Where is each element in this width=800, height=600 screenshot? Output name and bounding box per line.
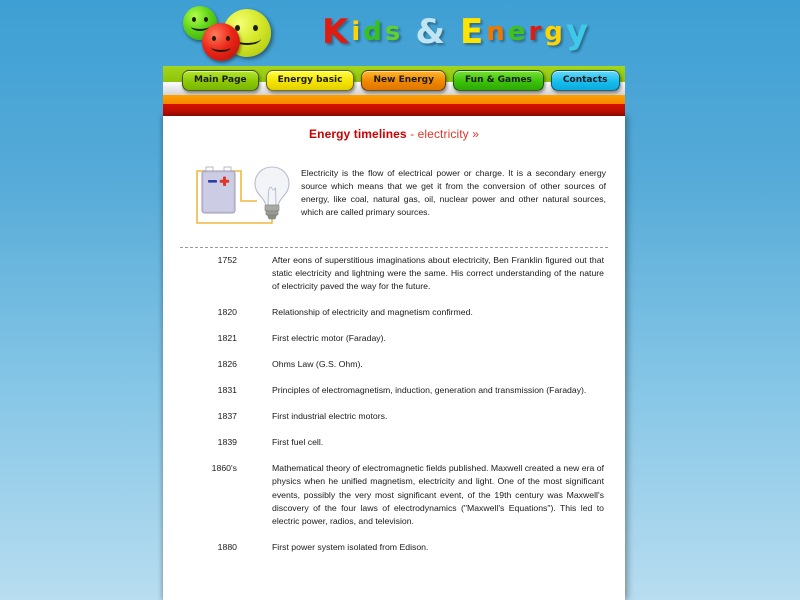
intro-section bbox=[180, 155, 608, 235]
wordmark-letter: g bbox=[544, 17, 564, 47]
timeline-row-spacer bbox=[180, 371, 608, 384]
timeline-row-spacer bbox=[180, 293, 608, 306]
site-banner bbox=[163, 0, 625, 64]
smiley-eye bbox=[226, 36, 230, 41]
content-panel bbox=[163, 116, 625, 600]
timeline-description: Principles of electromagnetism, induction, generation and transmission (Faraday). bbox=[272, 385, 587, 396]
smiley-eye bbox=[253, 25, 258, 31]
wordmark-letter: & bbox=[415, 12, 447, 52]
timeline-row-spacer bbox=[180, 345, 608, 358]
timeline-row-spacer bbox=[180, 449, 608, 462]
timeline-year: 1821 bbox=[217, 333, 237, 344]
timeline-row bbox=[180, 410, 608, 423]
site-wordmark bbox=[321, 7, 590, 57]
timeline-description: First fuel cell. bbox=[272, 437, 324, 448]
timeline-description: Relationship of electricity and magnetism confirmed. bbox=[272, 307, 473, 318]
nav-button-contacts[interactable]: Contacts bbox=[551, 70, 620, 91]
battery-bulb-illustration bbox=[189, 155, 294, 235]
timeline-row bbox=[180, 306, 608, 319]
main-navigation-bar bbox=[163, 66, 625, 116]
timeline-year: 1820 bbox=[217, 307, 237, 318]
timeline-year: 1831 bbox=[217, 385, 237, 396]
wordmark-letter: K bbox=[322, 12, 350, 52]
circuit-diagram-svg bbox=[189, 155, 294, 235]
timeline-description: First industrial electric motors. bbox=[272, 411, 388, 422]
timeline-row-spacer bbox=[180, 528, 608, 541]
timeline-description: Ohms Law (G.S. Ohm). bbox=[272, 359, 363, 370]
page-title-sub: - electricity bbox=[406, 127, 469, 141]
timeline-row bbox=[180, 541, 608, 554]
timeline-row-spacer bbox=[180, 319, 608, 332]
timeline-row-spacer bbox=[180, 423, 608, 436]
nav-button-main-page[interactable]: Main Page bbox=[182, 70, 259, 91]
timeline-year: 1752 bbox=[217, 255, 237, 265]
page-title bbox=[180, 127, 608, 141]
timeline-year: 1839 bbox=[217, 437, 237, 448]
nav-button-new-energy[interactable]: New Energy bbox=[361, 70, 446, 91]
wordmark-letter: i bbox=[351, 17, 362, 47]
timeline-year: 1826 bbox=[217, 359, 237, 370]
nav-button-energy-basic[interactable]: Energy basic bbox=[266, 70, 355, 91]
timeline-row bbox=[180, 332, 608, 345]
timeline-description: First power system isolated from Edison. bbox=[272, 541, 429, 552]
timeline-year: 1880 bbox=[217, 541, 237, 552]
wordmark-letter: n bbox=[486, 17, 506, 47]
intro-paragraph: Electricity is the flow of electrical power or charge. It is a secondary energy source which means that we get it from the conversion of other sources of energy, like coal, natural gas, oil, nuclear power and other natural sources, which are called primary sources. bbox=[301, 167, 606, 217]
timeline-description: After eons of superstitious imaginations about electricity, Ben Franklin figured out that static electricity and lightning were the same. His correct understanding of the nature of electricity paved the way for the future. bbox=[272, 255, 604, 292]
timeline-row bbox=[180, 384, 608, 397]
timeline-row-spacer bbox=[180, 397, 608, 410]
timeline-row bbox=[180, 254, 608, 293]
page-title-main: Energy timelines bbox=[309, 127, 407, 141]
wordmark-letter: s bbox=[384, 17, 402, 47]
section-divider bbox=[180, 247, 608, 248]
smiley-eye bbox=[212, 36, 216, 41]
red-smiley-icon bbox=[202, 23, 240, 61]
nav-stripe-red bbox=[163, 104, 625, 116]
wordmark-letter: r bbox=[528, 17, 543, 47]
wordmark-letter: e bbox=[507, 17, 527, 47]
wordmark-letter: d bbox=[363, 17, 383, 47]
smiley-logo-group bbox=[181, 4, 273, 60]
timeline-row bbox=[180, 358, 608, 371]
timeline-row bbox=[180, 436, 608, 449]
nav-stripe-orange bbox=[163, 95, 625, 104]
timeline-row bbox=[180, 462, 608, 527]
timeline-description: First electric motor (Faraday). bbox=[272, 333, 386, 344]
wordmark-letter: E bbox=[460, 12, 485, 52]
nav-button-fun-games[interactable]: Fun & Games bbox=[453, 70, 544, 91]
nav-button-list bbox=[163, 66, 620, 94]
timeline-description: Mathematical theory of electromagnetic fields published. Maxwell created a new era of physics when he unified magnetism, electricity and light. One of the most significant events, possibly the very most significant event, of the 19th century was Maxwell's discovery of the four laws of electrodynamics ("Maxwell's Equations"). This led to electric power, radios, and television. bbox=[272, 463, 604, 526]
wordmark-letter: y bbox=[565, 12, 590, 52]
timeline-year: 1860's bbox=[211, 463, 237, 474]
chevron-right-icon: » bbox=[472, 127, 479, 141]
smiley-mouth bbox=[211, 42, 231, 52]
timeline-table bbox=[180, 254, 608, 554]
timeline-year: 1837 bbox=[217, 411, 237, 422]
